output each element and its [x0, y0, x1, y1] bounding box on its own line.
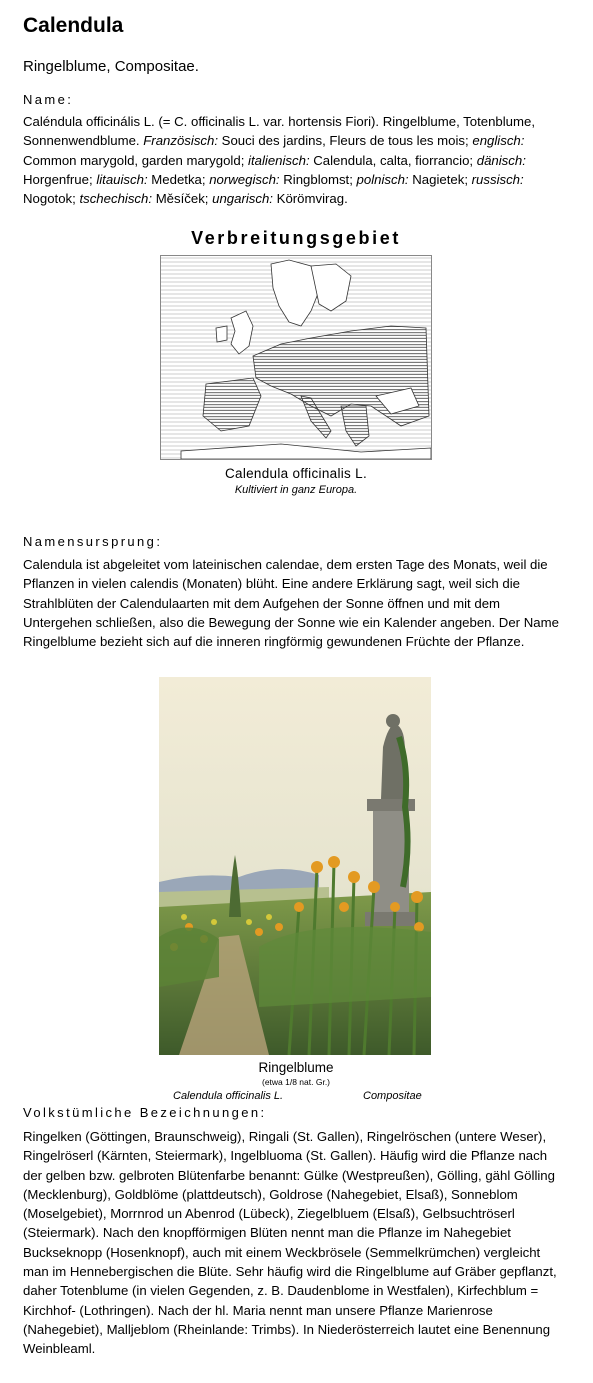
folk-paragraph: Ringelken (Göttingen, Braunschweig), Ringali (St. Gallen), Ringelröschen (untere Weser), Ringelröserl (Kärnten, Steiermark), Ingelbluoma (St. Gallen). Häufig wird die Pflanze nach der gelben bzw. gelbroten Blütenfarbe benannt: Gülke (Westpreußen), Gölling, gähl Gölling (Mecklenburg), Goldblöme (plattdeutsch), Goldrose (Nahegebiet, Elsaß), Sonneblom (Moselgebiet), Morrnrod un Abenrod (Lübeck), Ziegelbluem (Elsaß), Gelbsuchtröserl (Steiermark). Nach den knopfförmigen Blüten nennt man die Pflanze im Nahegebiet Buckseknopp (Hosenknopf), auch mit einem Weckbrösele (Semmelkrümchen) vergleicht man im Hennebergischen die Blüte. Sehr häufig wird die Ringelblume auf Gräber gepflanzt, daher Totenblume (in vielen Gegenden, z. B. Daudenblome in Westfalen), Kirfechblum = Kirchhof- (Lothringen). Nach der hl. Maria nennt man unsere Pflanze Marienrose (Nahegebiet), Malljeblom (Rheinlande: Trimbs). In Niederösterreich lautet eine Benennung Weinbleaml. [23, 1129, 557, 1357]
language-label: norwegisch: [209, 171, 280, 187]
plate-family: Compositae [363, 1090, 422, 1102]
language-label: ungarisch: [212, 191, 273, 207]
plate-latin-name: Calendula officinalis L. [173, 1090, 284, 1102]
name-paragraph [23, 112, 569, 208]
garden-statue-illustration [159, 677, 431, 1055]
ringelblume-painting [159, 677, 431, 1055]
language-label: italienisch: [248, 152, 310, 168]
plate-scale: (etwa 1/8 nat. Gr.) [261, 1077, 331, 1087]
page-subtitle: Ringelblume, Compositae. [23, 58, 199, 75]
name-text: Horgenfrue; [23, 171, 97, 187]
name-text: Caléndula officinális L. (= C. officinalis L. var. hortensis Fiori). Ringelblume, Totenblume, Sonnenwendblume. [23, 114, 535, 149]
language-label: russisch: [471, 171, 524, 187]
origin-paragraph: Calendula ist abgeleitet vom lateinischen calendae, dem ersten Tage des Monats, weil die Pflanzen in vielen calendis (Monaten) blüht. Eine andere Erklärung sagt, weil sich die Strahlblüten der Calendulaarten mit dem Aufgehen der Sonne öffnen und mit dem Untergehen schließen, also die Bewegung der Sonne wie ein Kalender angeben. Der Name Ringelblume bezieht sich auf die inneren ringförmig gewundenen Früchte der Pflanze. [23, 557, 559, 650]
name-text: Nogotok; [23, 191, 80, 207]
language-label: tschechisch: [79, 191, 153, 207]
map-title: Verbreitungsgebiet [191, 228, 401, 248]
map-subcaption: Kultiviert in ganz Europa. [234, 484, 358, 496]
language-label: englisch: [472, 133, 525, 149]
folk-heading: Volkstümliche Bezeichnungen: [23, 1105, 267, 1120]
name-text: Common marygold, garden marygold; [23, 152, 249, 168]
name-text: Souci des jardins, Fleurs de tous les mois; [218, 133, 473, 149]
language-label: polnisch: [356, 171, 409, 187]
origin-heading: Namensursprung: [23, 534, 163, 549]
name-text: Calendula, calta, fiorrancio; [309, 152, 477, 168]
language-label: litauisch: [96, 171, 148, 187]
name-text: Měsíček; [152, 191, 213, 207]
name-text: Medetka; [147, 171, 210, 187]
map-caption: Calendula officinalis L. [224, 466, 368, 481]
name-text: Körömvirag. [272, 191, 348, 207]
language-label: Französisch: [143, 133, 219, 149]
europe-map-image [161, 256, 431, 459]
name-text: Ringblomst; [279, 171, 357, 187]
language-label: dänisch: [476, 152, 526, 168]
name-text: Nagietek; [408, 171, 472, 187]
page-title: Calendula [23, 14, 124, 37]
plate-title: Ringelblume [258, 1060, 334, 1075]
name-heading: Name: [23, 92, 74, 107]
distribution-map [160, 255, 432, 460]
